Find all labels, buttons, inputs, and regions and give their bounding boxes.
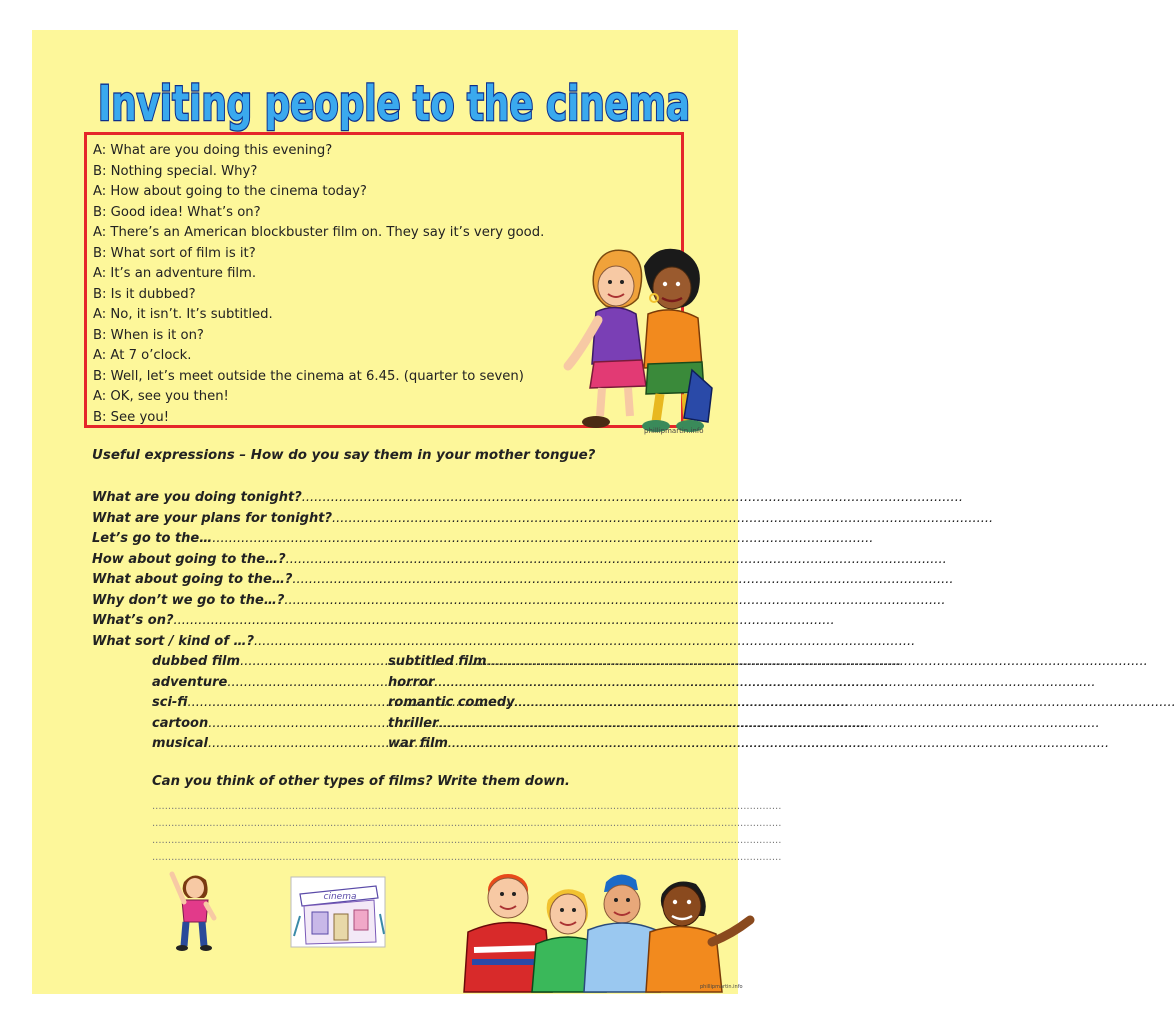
film-type-item [152, 652, 388, 673]
film-type-item [388, 673, 644, 694]
expression-text: What’s on? [92, 613, 174, 628]
waving-girl-illustration [162, 868, 226, 952]
clipart-credit-small: phillipmartin.info [700, 984, 743, 990]
clipart-credit: phillipmartin.info [644, 427, 704, 435]
film-type-label: subtitled film [388, 654, 487, 669]
answer-blank[interactable] [292, 570, 953, 591]
answer-blank[interactable] [212, 529, 873, 550]
answer-blank[interactable] [515, 693, 1176, 714]
expression-text: What sort / kind of …? [92, 633, 255, 649]
film-type-label: dubbed film [152, 654, 241, 669]
dialogue-line: A: At 7 o’clock. [93, 348, 192, 363]
dialogue-line: B: When is it on? [93, 327, 204, 343]
useful-expressions-heading: Useful expressions – How do you say them in your mother tongue? [92, 448, 596, 463]
answer-blank[interactable] [254, 632, 915, 653]
answer-line[interactable] [152, 815, 702, 832]
film-type-item [152, 734, 388, 755]
film-types-row [152, 714, 644, 735]
expression-text: Let’s go to the… [92, 531, 213, 546]
dialogue-line: B: See you! [93, 409, 169, 425]
answer-lines [152, 798, 702, 866]
other-film-types-prompt: Can you think of other types of films? Write them down. [152, 774, 570, 789]
film-types-row [152, 673, 644, 694]
expression-row [92, 509, 640, 530]
dialogue-line: B: Good idea! What’s on? [93, 204, 261, 220]
film-type-label: romantic comedy [388, 695, 515, 710]
answer-blank[interactable] [286, 550, 947, 571]
group-of-children-illustration [460, 864, 754, 992]
film-type-item [152, 714, 388, 735]
answer-blank[interactable] [332, 509, 993, 530]
film-types-row [152, 693, 644, 714]
expression-text: What are you doing tonight? [92, 490, 302, 505]
film-type-label: war film [388, 736, 448, 751]
dialogue-line: A: OK, see you then! [93, 389, 229, 404]
dialogue-line: A: There’s an American blockbuster film on. They say it’s very good. [93, 225, 545, 240]
title-text: Inviting people to the cinema [98, 76, 690, 132]
film-type-label: cartoon [152, 715, 209, 731]
film-type-label: thriller [388, 715, 439, 731]
film-type-label: horror [388, 674, 435, 690]
answer-blank[interactable] [438, 714, 1099, 735]
expression-row [92, 591, 640, 612]
film-type-label: sci-fi [152, 695, 188, 710]
dialogue-line: A: What are you doing this evening? [93, 143, 333, 158]
answer-line[interactable] [152, 798, 702, 815]
dialogue-line: B: Nothing special. Why? [93, 163, 258, 179]
worksheet-title [94, 64, 694, 138]
film-types-list [152, 652, 644, 755]
film-type-label: adventure [152, 674, 228, 690]
dialogue-line: B: What sort of film is it? [93, 245, 256, 261]
film-type-label: musical [152, 736, 208, 751]
answer-line[interactable] [152, 832, 702, 849]
expression-text: What are your plans for tonight? [92, 510, 332, 526]
answer-blank[interactable] [434, 673, 1095, 694]
expression-row [92, 570, 640, 591]
dialogue-line: A: No, it isn’t. It’s subtitled. [93, 307, 273, 322]
answer-blank[interactable] [284, 591, 945, 612]
answer-blank[interactable] [174, 611, 835, 632]
film-type-item [388, 714, 644, 735]
expression-text: What about going to the…? [92, 572, 293, 587]
film-type-item [152, 693, 388, 714]
expression-row [92, 488, 640, 509]
expression-row [92, 632, 640, 653]
dialogue-line: B: Well, let’s meet outside the cinema at 6.45. (quarter to seven) [93, 368, 524, 384]
film-type-item [388, 693, 644, 714]
cinema-sign-text: cinema [323, 892, 357, 902]
answer-blank[interactable] [487, 652, 1148, 673]
expression-text: Why don’t we go to the…? [92, 592, 285, 608]
answer-blank[interactable] [302, 488, 963, 509]
answer-blank[interactable] [448, 734, 1109, 755]
dialogue-line: A: How about going to the cinema today? [93, 184, 367, 199]
expression-row [92, 550, 640, 571]
cinema-building-illustration [290, 876, 386, 948]
worksheet-page [32, 30, 743, 994]
expression-row [92, 529, 640, 550]
two-girls-illustration [572, 242, 712, 432]
expression-text: How about going to the…? [92, 551, 286, 567]
film-type-item [388, 652, 644, 673]
dialogue-line: A: It’s an adventure film. [93, 266, 257, 281]
film-type-item [388, 734, 644, 755]
film-types-row [152, 652, 644, 673]
film-types-row [152, 734, 644, 755]
film-type-item [152, 673, 388, 694]
dialogue-line: B: Is it dubbed? [93, 286, 196, 302]
expressions-list [92, 488, 640, 652]
expression-row [92, 611, 640, 632]
